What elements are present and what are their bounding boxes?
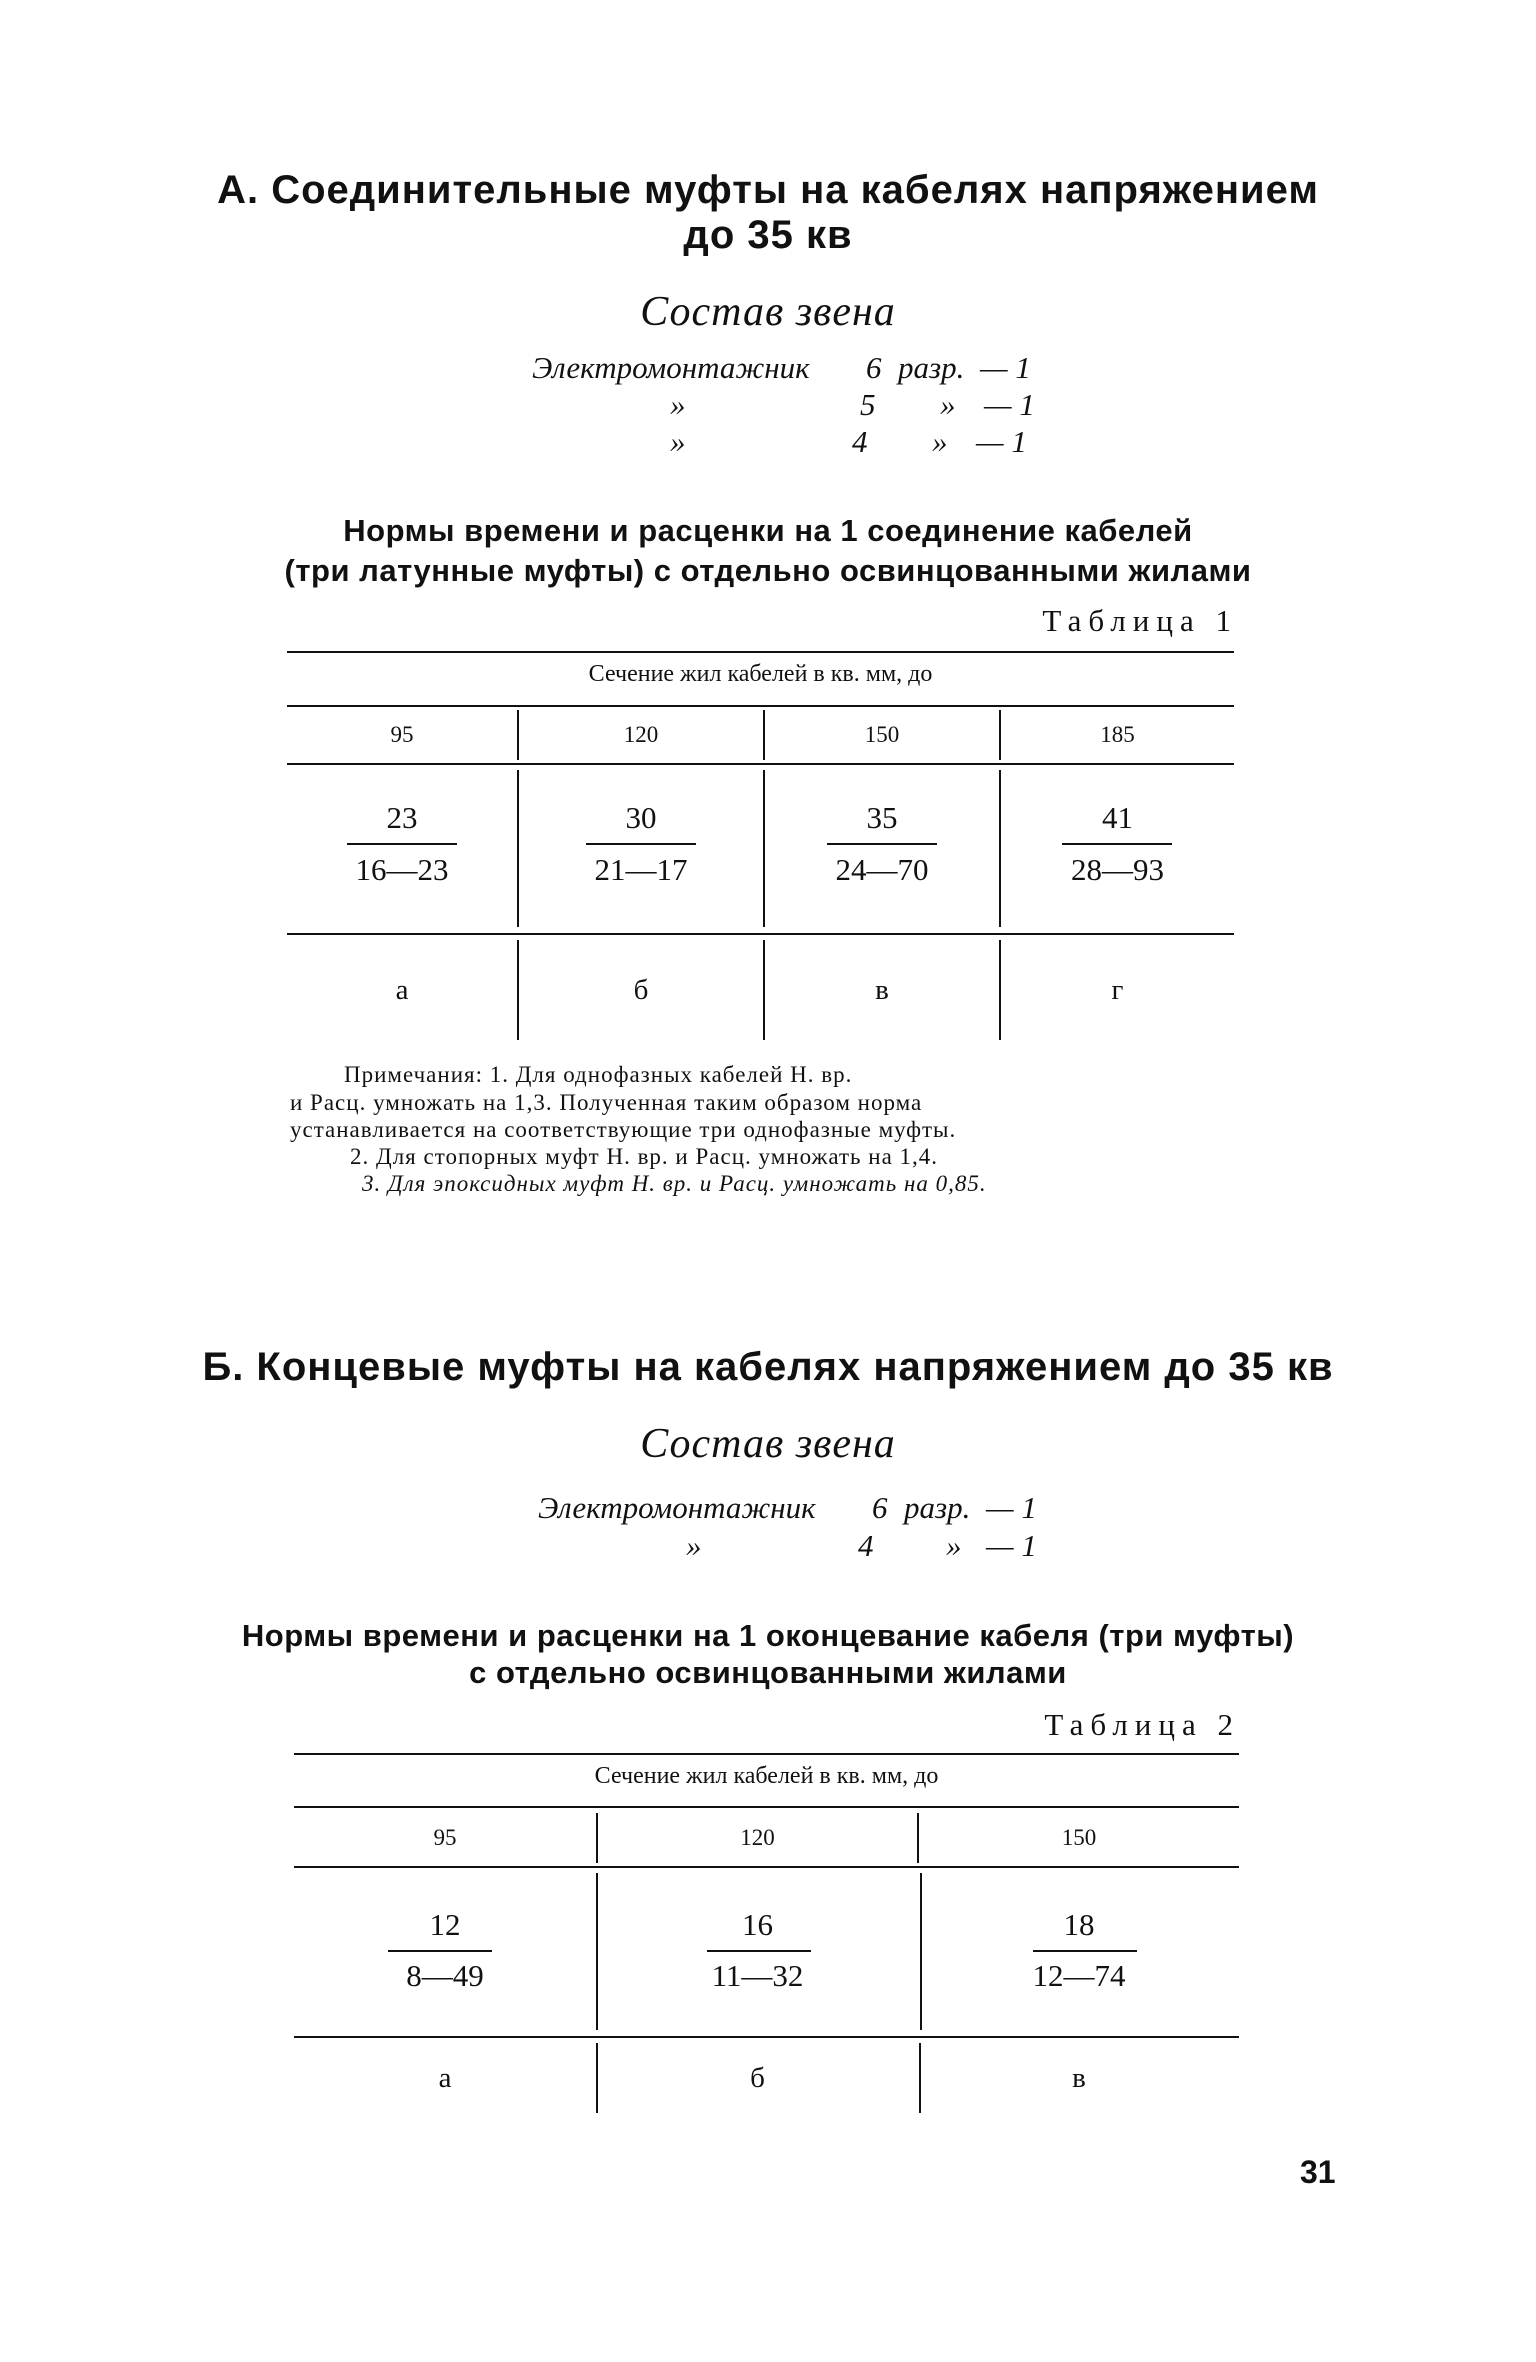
note-line-1: Примечания: 1. Для однофазных кабелей Н. вр. <box>344 1062 853 1087</box>
section-a-title-line2: до 35 кв <box>683 213 853 257</box>
crew-a-3-name: » <box>670 424 686 459</box>
crew-a-2-name: » <box>670 387 686 422</box>
table1-columns-rule <box>287 763 1234 765</box>
table1-col-divider <box>999 770 1001 927</box>
crew-b-1-name: Электромонтажник <box>538 1490 816 1525</box>
section-b-title: Б. Концевые муфты на кабелях напряжением до 35 кв <box>202 1345 1334 1389</box>
crew-b-1-unit: разр. <box>904 1490 971 1525</box>
crew-b-1-grade: 6 <box>872 1490 888 1525</box>
section-a-crew-heading: Состав звена <box>640 289 896 335</box>
table2-norm-95: 12 <box>429 1907 461 1942</box>
table2-col-120: 120 <box>740 1825 775 1850</box>
table2-col-150: 150 <box>1061 1825 1097 1850</box>
table2-rate-120: 11—32 <box>711 1958 804 1993</box>
crew-a-1-unit: разр. <box>898 350 965 385</box>
crew-a-1-grade: 6 <box>866 350 882 385</box>
table1-title-line1: Нормы времени и расценки на 1 соединение кабелей <box>343 513 1193 548</box>
crew-b-2-unit: » <box>946 1528 962 1563</box>
crew-a-3-count: — 1 <box>976 424 1027 459</box>
crew-b-1-count: — 1 <box>986 1490 1037 1525</box>
table1-top-rule <box>287 651 1234 653</box>
table2-letter-v: в <box>1072 2062 1086 2094</box>
table2-rate-150: 12—74 <box>1032 1958 1126 1993</box>
table1-col-divider <box>517 710 519 760</box>
crew-a-1-count: — 1 <box>980 350 1031 385</box>
table2-header-rule <box>294 1806 1239 1808</box>
table1-rate-185: 28—93 <box>1071 852 1164 887</box>
table1-values-rule <box>287 933 1234 935</box>
table1-col-divider <box>999 710 1001 760</box>
note-line-4: 2. Для стопорных муфт Н. вр. и Расц. умножать на 1,4. <box>350 1144 939 1169</box>
table1-col-divider <box>763 710 765 760</box>
table1-rate-150: 24—70 <box>835 852 929 887</box>
note-line-3: устанавливается на соответствующие три однофазные муфты. <box>290 1117 957 1142</box>
table2-letter-b: б <box>750 2062 765 2094</box>
table1-letter-a: а <box>395 974 409 1006</box>
table2-title-line1: Нормы времени и расценки на 1 оконцевание кабеля (три муфты) <box>241 1618 1295 1653</box>
fraction-line <box>347 843 457 845</box>
crew-a-2-count: — 1 <box>984 387 1035 422</box>
page-number: 31 <box>1300 2154 1336 2190</box>
crew-b-2-grade: 4 <box>858 1528 874 1563</box>
fraction-line <box>827 843 937 845</box>
table1-col-divider <box>517 770 519 927</box>
table2-header: Сечение жил кабелей в кв. мм, до <box>594 1763 939 1789</box>
crew-a-2-grade: 5 <box>860 387 876 422</box>
crew-b-2-name: » <box>686 1528 702 1563</box>
fraction-line <box>1033 1950 1137 1952</box>
table2-rate-95: 8—49 <box>406 1958 484 1993</box>
table2-norm-150: 18 <box>1063 1907 1095 1942</box>
table2-columns-rule <box>294 1866 1239 1868</box>
table1-norm-150: 35 <box>866 800 898 835</box>
table2-values-rule <box>294 2036 1239 2038</box>
table2-col-95: 95 <box>433 1825 457 1850</box>
table1-norm-185: 41 <box>1102 800 1133 835</box>
table2-col-divider <box>917 1813 919 1863</box>
crew-a-3-unit: » <box>932 424 948 459</box>
note-line-5: 3. Для эпоксидных муфт Н. вр. и Расц. умножать на 0,85. <box>362 1171 987 1196</box>
table1-col-150: 150 <box>864 722 900 747</box>
table2-label: Таблица 2 <box>1044 1707 1240 1742</box>
fraction-line <box>388 1950 492 1952</box>
table2-norm-120: 16 <box>742 1907 773 1942</box>
crew-a-3-grade: 4 <box>852 424 868 459</box>
table1-col-95: 95 <box>390 722 414 747</box>
note-line-2: и Расц. умножать на 1,3. Полученная таким образом норма <box>290 1090 923 1115</box>
table2-title-line2: с отдельно освинцованными жилами <box>469 1655 1067 1690</box>
section-b-crew-heading: Состав звена <box>640 1421 896 1467</box>
table1-col-divider <box>763 770 765 927</box>
table2-top-rule <box>294 1753 1239 1755</box>
table1-col-120: 120 <box>623 722 659 747</box>
table1-title-line2: (три латунные муфты) с отдельно освинцованными жилами <box>284 553 1252 588</box>
table1-rate-95: 16—23 <box>355 852 449 887</box>
crew-b-2-count: — 1 <box>986 1528 1037 1563</box>
table1-header-rule <box>287 705 1234 707</box>
table1-rate-120: 21—17 <box>594 852 688 887</box>
table1-norm-120: 30 <box>625 800 657 835</box>
table1-letter-v: в <box>875 974 889 1006</box>
crew-a-1-name: Электромонтажник <box>532 350 810 385</box>
section-a-title-line1: А. Соединительные муфты на кабелях напряжением <box>217 168 1319 212</box>
table2-col-divider <box>596 1813 598 1863</box>
table1-header: Сечение жил кабелей в кв. мм, до <box>588 661 933 687</box>
table2-col-divider <box>596 1873 598 2030</box>
table1-col-185: 185 <box>1100 722 1135 747</box>
table1-letter-b: б <box>633 974 649 1006</box>
fraction-line <box>1062 843 1172 845</box>
crew-a-2-unit: » <box>940 387 956 422</box>
table1-label: Таблица 1 <box>1042 603 1238 638</box>
table2-letter-a: а <box>438 2062 452 2094</box>
table2-col-divider <box>920 1873 922 2030</box>
fraction-line <box>707 1950 811 1952</box>
fraction-line <box>586 843 696 845</box>
table1-norm-95: 23 <box>386 800 418 835</box>
table1-letter-g: г <box>1111 974 1124 1006</box>
